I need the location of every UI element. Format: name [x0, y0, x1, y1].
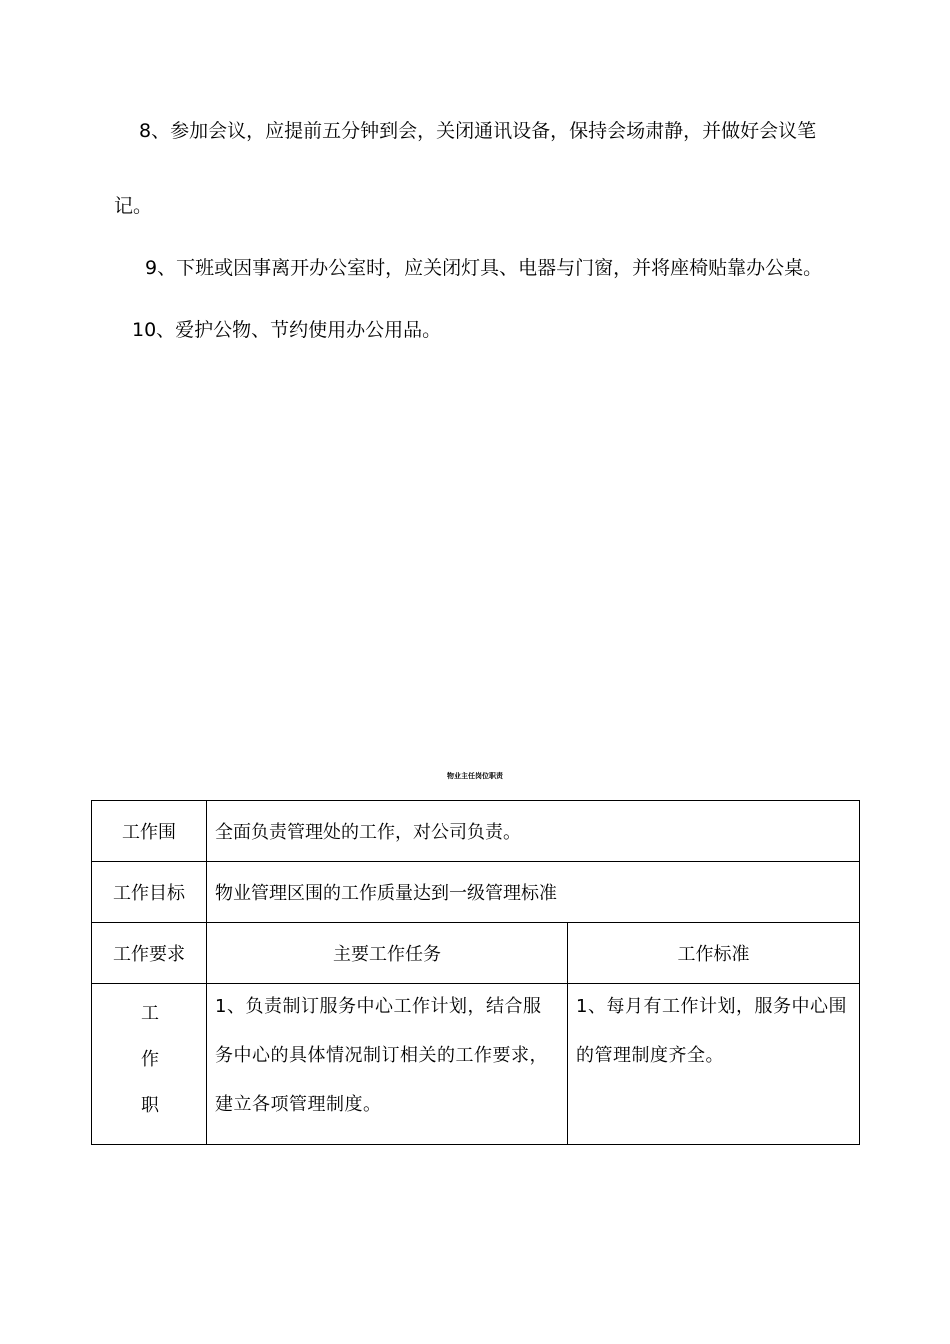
duty-standard-1: 1、每月有工作计划，服务中心围的管理制度齐全。: [576, 996, 847, 1066]
goal-label: 工作目标: [92, 862, 207, 923]
duty-label-cell: [92, 984, 207, 1145]
table-row-duties: [92, 984, 860, 1145]
paragraph-8-line-2: 记。: [114, 195, 153, 217]
duty-task-cell: [207, 984, 568, 1145]
duty-label-char: 作: [141, 1049, 159, 1070]
duty-label-char: 职: [141, 1095, 159, 1116]
table-row-goal: [92, 862, 860, 923]
goal-value: 物业管理区围的工作质量达到一级管理标准: [207, 862, 860, 923]
duty-label-char: 工: [141, 1003, 159, 1024]
tasks-column-header: 主要工作任务: [207, 923, 568, 984]
paragraph-8-line-1: 8、参加会议，应提前五分钟到会，关闭通讯设备，保持会场肃静，并做好会议笔: [139, 120, 817, 142]
paragraph-10: 10、爱护公物、节约使用办公用品。: [132, 319, 442, 341]
requirements-label: 工作要求: [92, 923, 207, 984]
scope-label: 工作围: [92, 801, 207, 862]
duty-task-1: 1、负责制订服务中心工作计划，结合服务中心的具体情况制订相关的工作要求，建立各项管理制度。: [215, 996, 548, 1115]
standard-column-header: 工作标准: [568, 923, 860, 984]
job-duty-table: [91, 800, 860, 1145]
scope-value: 全面负责管理处的工作，对公司负责。: [207, 801, 860, 862]
paragraph-9: 9、下班或因事离开办公室时，应关闭灯具、电器与门窗，并将座椅贴靠办公桌。: [145, 257, 823, 279]
table-title: 物业主任岗位职责: [447, 772, 503, 780]
table-row-scope: [92, 801, 860, 862]
table-row-requirements: [92, 923, 860, 984]
duty-standard-cell: [568, 984, 860, 1145]
